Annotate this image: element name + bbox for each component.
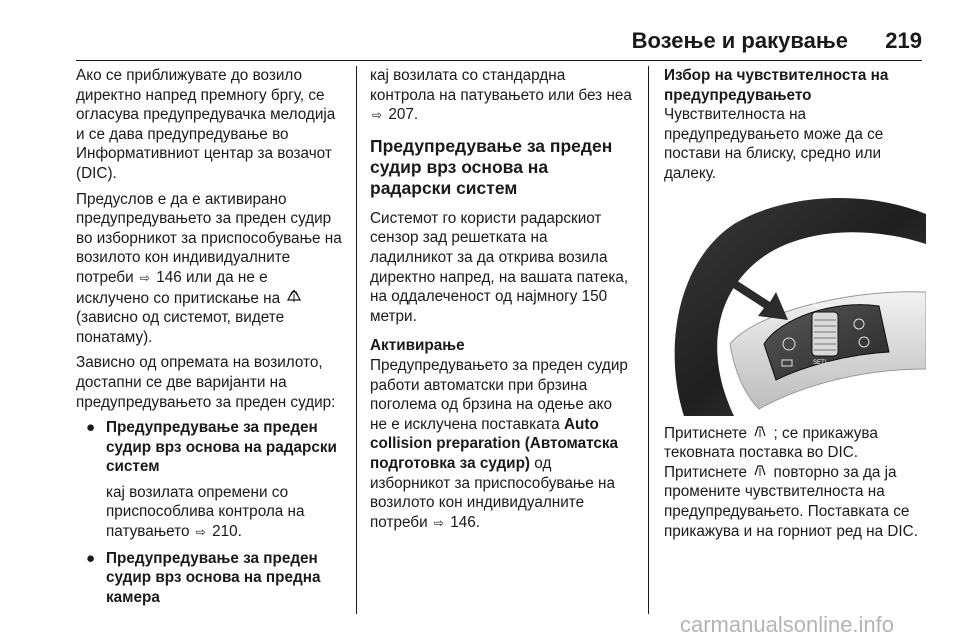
- paragraph: Системот го користи радарскиот сензор зад решетката на ладилникот за да открива возила директно напред, на вашата патека, на оддалеченост од најмногу 150 метри.: [370, 209, 629, 325]
- steering-wheel-illustration: [664, 194, 926, 416]
- subheading: Активирање: [370, 337, 465, 355]
- header-rule: [76, 60, 922, 61]
- page-ref-icon: ⇨: [139, 270, 150, 285]
- list-item: ● Предупредување за преден судир врз основа на радарски систем: [86, 419, 337, 476]
- column-2: [370, 66, 632, 539]
- bullet-icon: ●: [86, 549, 96, 567]
- figure-label: RES/+: [813, 303, 831, 310]
- column-divider-2: [648, 66, 649, 614]
- page-ref-icon: ⇨: [372, 108, 383, 123]
- collision-alert-icon: [753, 463, 767, 483]
- column-divider-1: [356, 66, 357, 614]
- page-ref-icon: ⇨: [433, 515, 444, 530]
- column-1: [76, 66, 344, 607]
- subheading: Избор на чувствителноста на предупредувањето: [664, 67, 889, 104]
- collision-alert-icon: [753, 424, 767, 444]
- column-3: [664, 66, 926, 547]
- watermark: carmanualsonline.info: [680, 612, 895, 637]
- section-heading: Предупредување за преден судир врз основа на радарски систем: [370, 135, 613, 198]
- paragraph: Притиснете ; се прикажува тековната поставка во DIC. Притиснете повторно за да ја промените чувствителноста на предупредувањето. Поставката се прикажува и на горниот ред на DIC.: [664, 424, 918, 540]
- page-number: 219: [885, 28, 922, 53]
- paragraph: Предуслов е да е активирано предупредувањето за преден судир во изборникот за приспособување на возилото кон индивидуалните потреби ⇨ 146 или да не е исклучено со притискање на (зависно од системот, видете понатаму).: [76, 190, 342, 346]
- bullet-icon: ●: [86, 419, 96, 437]
- paragraph: Предупредувањето за преден судир работи автоматски при брзина поголема од брзина на одење ако не е исклучена поставката Auto collision preparation (Автоматска подготовка за судир) од изборникот за приспособување на возилото кон индивидуалните потреби ⇨ 146.: [370, 356, 632, 533]
- section-title: Возење и ракување: [631, 28, 848, 53]
- page-ref-icon: ⇨: [195, 525, 206, 540]
- paragraph: Ако се приближувате до возило директно напред премногу бргу, се огласува предупредувачка мелодија и се дава предупредување во Информативниот центар за возачот (DIC).: [76, 67, 336, 182]
- collision-alert-icon: [286, 289, 302, 309]
- paragraph: кај возилата со стандардна контрола на патувањето или без неа ⇨ 207.: [370, 66, 632, 126]
- paragraph: Чувствителноста на предупредувањето може да се постави на блиску, средно или далеку.: [664, 106, 884, 182]
- paragraph: кај возилата опремени со приспособлива контрола на патувањето ⇨ 210.: [76, 483, 344, 543]
- list-item: ● Предупредување за преден судир врз основа на предна камера: [86, 549, 321, 606]
- paragraph: Зависно од опремата на возилото, достапни се две варијанти на предупредувањето за преден судир:: [76, 354, 336, 411]
- page-header: [0, 22, 960, 62]
- figure-label: SET/-: [813, 359, 829, 366]
